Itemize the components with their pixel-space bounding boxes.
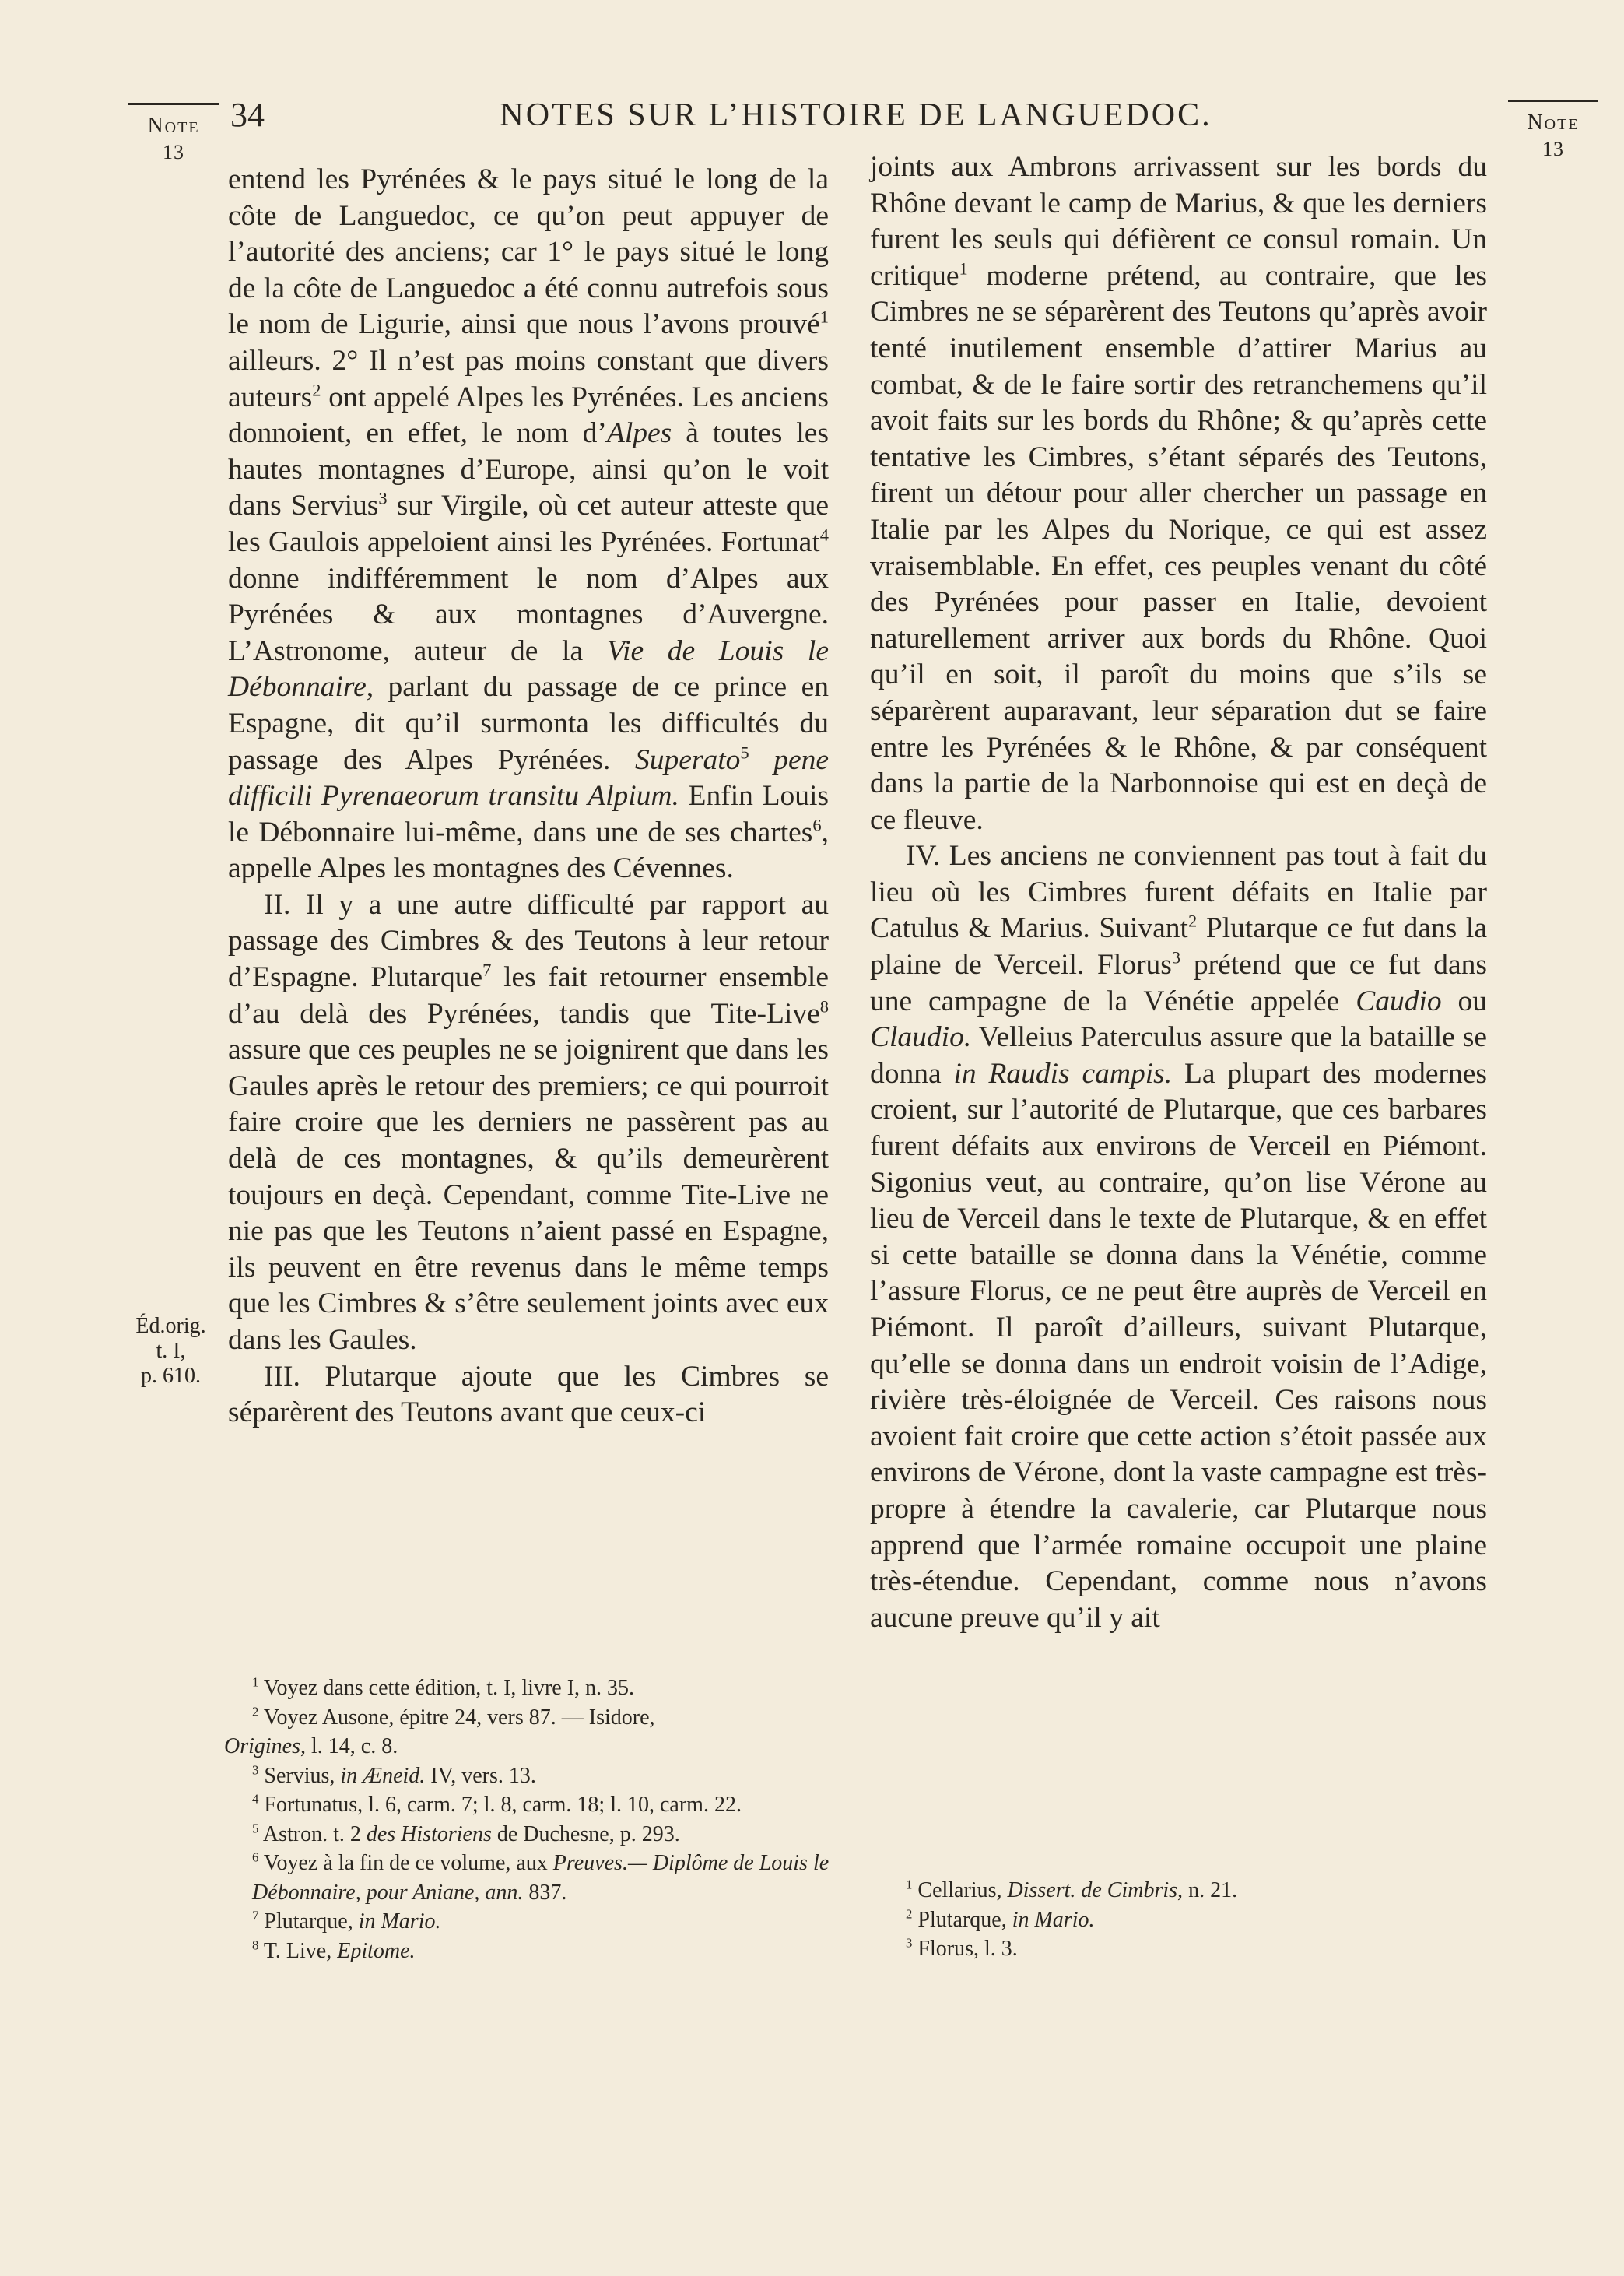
- paragraph: [228, 162, 829, 887]
- italic-quote: Superato: [634, 743, 741, 776]
- footnote-ref: 2: [312, 380, 321, 400]
- footnote: [878, 1905, 1485, 1935]
- footnote-text: Plutarque,: [264, 1909, 359, 1934]
- footnote-number: 4: [252, 1791, 259, 1807]
- edition-reference-line: t. I,: [156, 1339, 186, 1363]
- footnote-number: 8: [252, 1937, 259, 1953]
- left-text-column: [228, 162, 829, 1431]
- note-label: Note: [1527, 111, 1580, 135]
- text-run: Plutarque ce fut dans la plaine de Verceil. Florus: [870, 912, 1487, 982]
- footnote-text: Florus, l. 3.: [917, 1937, 1018, 1961]
- footnote-number: 1: [906, 1877, 913, 1892]
- footnote-text: de Duchesne, p. 293.: [491, 1821, 680, 1846]
- text-run: ou: [1441, 985, 1487, 1017]
- footnote-italic: in Mario.: [1012, 1907, 1095, 1932]
- text-run: II. Il y a une autre difficulté par rapport au passage des Cimbres & des Teutons à leur retour d’Espagne. Plutarque: [228, 888, 829, 994]
- text-run: Enfin Louis le Débonnaire lui-même, dans une de ses chartes: [228, 780, 829, 848]
- italic-quote: pene difficili Pyrenaeorum transitu Alpium.: [228, 743, 829, 813]
- note-rule: [1508, 100, 1598, 102]
- footnote-text: T. Live,: [263, 1938, 338, 1963]
- footnote: [224, 1674, 835, 1703]
- footnote: [224, 1849, 835, 1907]
- text-run: Velleius Paterculus assure que la bataille se donna: [870, 1021, 1487, 1090]
- footnote-number: 5: [252, 1821, 259, 1836]
- footnote-text: Plutarque,: [917, 1907, 1012, 1932]
- note-rule: [128, 103, 219, 105]
- text-run: sur Virgile, où cet auteur atteste que les Gaulois appeloient ainsi les Pyrénées. Fortunat: [228, 490, 829, 558]
- note-marker-right: [1508, 100, 1598, 163]
- footnote-italic: Epitome.: [337, 1938, 416, 1963]
- footnote: [878, 1934, 1485, 1964]
- footnote: [224, 1790, 835, 1820]
- footnote-text: Servius,: [264, 1763, 341, 1788]
- footnote-text: Cellarius,: [917, 1878, 1008, 1902]
- text-run: La plupart des modernes croient, sur l’autorité de Plutarque, que ces barbares furent défaits aux environs de Verceil en Piémont. Sigonius veut, au contraire, qu’on lise Vérone au lieu de Verceil dans le texte de Plutarque, & en effet si cette bataille se donna dans la Vénétie, comme l’assure Florus, ce ne peut être auprès de Verceil en Piémont. Il paroît d’ailleurs, suivant Plutarque, qu’elle se donna dans un endroit voisin de l’Adige, rivière très-éloignée de Verceil. Ces raisons nous avoient fait croire que cette action s’étoit passée aux environs de Vérone, dont la vaste campagne est très-propre à étendre la cavalerie, car Plutarque nous apprend que l’armée romaine occupoit une plaine très-étendue. Cependant, comme nous n’avons aucune preuve qu’il y ait: [870, 1057, 1487, 1634]
- text-run: prétend que ce fut dans une campagne de la Vénétie appelée: [870, 949, 1487, 1017]
- footnote-text: IV, vers. 13.: [425, 1763, 536, 1788]
- edition-reference-line: Éd.orig.: [135, 1314, 206, 1338]
- paragraph: [228, 887, 829, 1359]
- footnote-number: 2: [906, 1906, 913, 1922]
- paragraph: [870, 149, 1487, 838]
- footnote-continuation: [224, 1732, 835, 1761]
- footnote: [224, 1820, 835, 1849]
- text-run: , parlant du passage de ce prince en Espagne, dit qu’il surmonta les difficultés du passage des Alpes Pyrénées.: [228, 671, 829, 776]
- footnotes-right: [878, 1876, 1485, 1964]
- footnote: [878, 1876, 1485, 1905]
- note-marker-left: [128, 103, 219, 166]
- footnote-italic: in Mario.: [358, 1909, 441, 1934]
- footnote-number: 2: [252, 1704, 259, 1719]
- italic-term: in Raudis campis.: [953, 1057, 1173, 1090]
- note-label: Note: [147, 114, 200, 138]
- italic-title: Vie de Louis le Débonnaire: [228, 634, 830, 704]
- footnote-ref: 6: [812, 815, 822, 835]
- footnote-number: 7: [252, 1908, 259, 1923]
- footnote-text: Fortunatus, l. 6, carm. 7; l. 8, carm. 18; l. 10, carm. 22.: [264, 1793, 742, 1817]
- text-run: entend les Pyrénées & le pays situé le long de la côte de Languedoc, ce qu’on peut appuyer de l’autorité des anciens; car 1° le pays situé le long de la côte de Languedoc a été connu autrefois sous le nom de Ligurie, ainsi que nous l’avons prouvé: [228, 163, 829, 341]
- footnote-ref: 1: [819, 307, 829, 327]
- italic-term: Caudio: [1356, 985, 1442, 1017]
- footnote-text: Voyez à la fin de ce volume, aux: [263, 1851, 553, 1875]
- text-run: moderne prétend, au contraire, que les Cimbres ne se séparèrent des Teutons qu’après avoir tenté inutilement ensemble d’attirer Marius au combat, & de le faire sortir des retranchemens qu’il avoit faits sur les bords du Rhône; & qu’après cette tentative les Cimbres, s’étant séparés des Teutons, firent un détour pour aller chercher un passage en Italie par les Alpes du Norique, ce qui est assez vraisemblable. En effet, ces peuples venant du côté des Pyrénées pour passer en Italie, devoient naturellement arriver aux bords du Rhône. Quoi qu’il en soit, il paroît du moins que s’ils se séparèrent auparavant, leur séparation dut se faire entre les Pyrénées & le Rhône, & par conséquent dans la partie de la Narbonnoise qui est en deçà de ce fleuve.: [870, 259, 1487, 836]
- note-number: 13: [163, 141, 184, 163]
- footnotes-left: [224, 1674, 835, 1965]
- running-title: NOTES SUR L’HISTOIRE DE LANGUEDOC.: [500, 97, 1212, 133]
- footnote-italic: des Historiens: [366, 1821, 492, 1846]
- footnote-number: 6: [252, 1849, 259, 1865]
- footnote-ref: 3: [378, 488, 388, 508]
- footnote: [224, 1937, 835, 1966]
- footnote: [224, 1761, 835, 1791]
- footnote-italic: in Æneid.: [340, 1763, 426, 1788]
- text-run: ailleurs. 2° Il n’est pas moins constant que divers auteurs: [228, 344, 829, 413]
- italic-term: Claudio.: [870, 1021, 972, 1054]
- footnote-number: 3: [906, 1935, 913, 1951]
- page-number: 34: [230, 96, 265, 134]
- text-run: assure que ces peuples ne se joignirent que dans les Gaules après le retour des premiers; ce qui pourroit faire croire que les derniers ne passèrent pas au delà de ces montagnes, & qu’ils demeurèrent toujours en deçà. Cependant, comme Tite-Live ne nie pas que les Teutons n’aient passé en Espagne, ils peuvent en être revenus dans le même temps que les Cimbres & s’être seulement joints avec eux dans les Gaules.: [228, 1034, 829, 1356]
- paragraph: III. Plutarque ajoute que les Cimbres se séparèrent des Teutons avant que ceux-ci: [228, 1360, 829, 1429]
- italic-term: Alpes: [606, 417, 672, 450]
- text-run: joints aux Ambrons arrivassent sur les bords du Rhône devant le camp de Marius, & que les derniers furent les seuls qui défièrent ce consul romain. Un critique: [870, 151, 1487, 292]
- footnote-italic: Preuves.— Diplôme de Louis le Débonnaire, pour Aniane, ann.: [252, 1851, 830, 1905]
- footnote-text: Voyez dans cette édition, t. I, livre I, n. 35.: [263, 1676, 635, 1700]
- text-run: , appelle Alpes les montagnes des Cévennes.: [228, 816, 829, 885]
- footnote-italic: Origines,: [224, 1734, 306, 1758]
- footnote-ref: 7: [482, 960, 492, 980]
- text-run: IV. Les anciens ne conviennent pas tout à fait du lieu où les Cimbres furent défaits en Italie par Catulus & Marius. Suivant: [870, 840, 1487, 945]
- footnote-text: 837.: [523, 1880, 567, 1905]
- footnote-number: 3: [252, 1762, 259, 1778]
- text-run: ont appelé Alpes les Pyrénées. Les anciens donnoient, en effet, le nom d’: [228, 381, 829, 450]
- text-run: les fait retourner ensemble d’au delà des Pyrénées, tandis que Tite-Live: [228, 961, 829, 1030]
- edition-reference-note: [118, 1314, 223, 1389]
- footnote-ref: 8: [819, 996, 829, 1017]
- footnote-text: Astron. t. 2: [262, 1821, 367, 1846]
- footnote-text: l. 14, c. 8.: [306, 1734, 398, 1758]
- footnote-ref: 5: [740, 743, 749, 762]
- text-run: donne indifféremment le nom d’Alpes aux Pyrénées & aux montagnes d’Auvergne. L’Astronome, auteur de la: [228, 562, 829, 667]
- text-run: à toutes les hautes montagnes d’Europe, ainsi qu’on le voit dans Servius: [228, 417, 829, 522]
- footnote-ref: 2: [1187, 911, 1198, 931]
- footnote-ref: 3: [1171, 947, 1181, 968]
- footnote-text: n. 21.: [1183, 1878, 1238, 1902]
- footnote-ref: 4: [819, 525, 829, 545]
- footnote: [224, 1703, 835, 1733]
- note-number: 13: [1542, 138, 1564, 160]
- footnote-italic: Dissert. de Cimbris,: [1007, 1878, 1184, 1902]
- right-text-column: [870, 149, 1487, 1636]
- footnote-text: Voyez Ausone, épitre 24, vers 87. — Isidore,: [263, 1705, 655, 1730]
- footnote-ref: 1: [959, 258, 968, 279]
- footnote: [224, 1907, 835, 1937]
- edition-reference-line: p. 610.: [141, 1364, 201, 1388]
- paragraph: [870, 838, 1487, 1636]
- footnote-number: 1: [252, 1674, 259, 1690]
